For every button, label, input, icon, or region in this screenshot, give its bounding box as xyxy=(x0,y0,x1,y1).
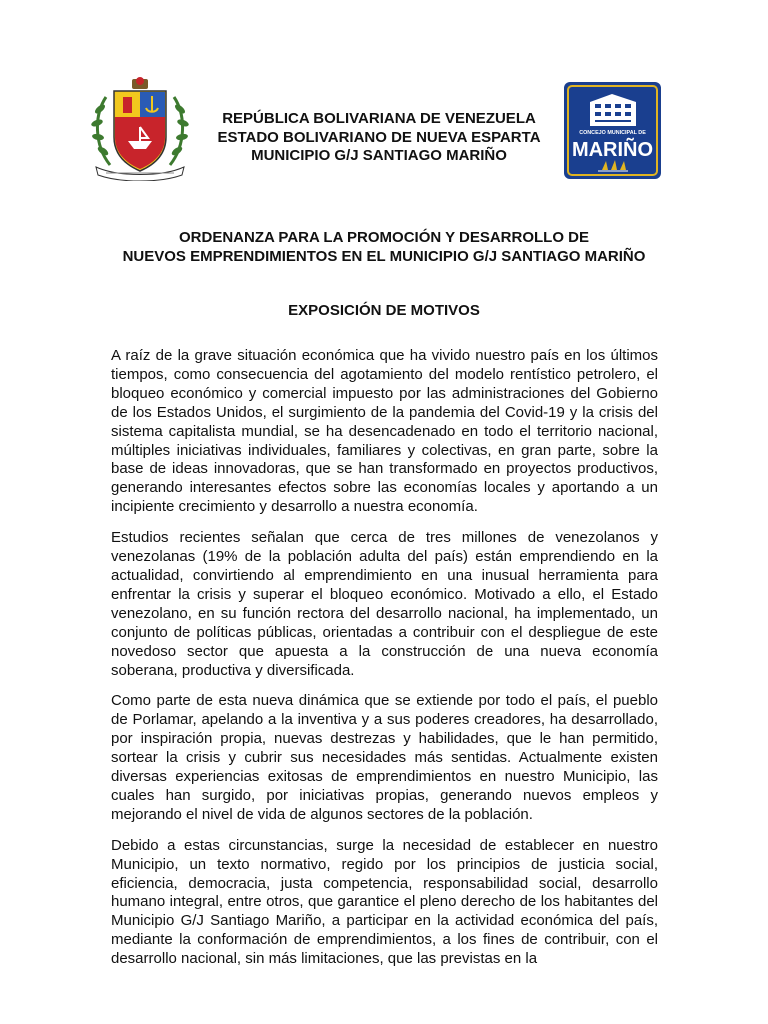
section-heading: EXPOSICIÓN DE MOTIVOS xyxy=(288,302,480,319)
paragraph: Como parte de esta nueva dinámica que se extiende por todo el país, el pueblo de Porlamar, apelando a la inventiva y a sus poderes creadores, ha desarrollado, por inspiración propia, nuevas destrezas y habilidades, que le han permitido, sortear la crisis y cubrir sus necesidades más sentidas. Actualmente existen diversas experiencias exitosas de emprendimientos en nuestro Municipio, las cuales han surgido, por iniciativas propias, generando nuevos empleos y mejorando el nivel de vida de algunos sectores de la población. xyxy=(111,692,658,823)
state-line: ESTADO BOLIVARIANO DE NUEVA ESPARTA xyxy=(217,128,541,146)
concejo-municipal-logo-icon xyxy=(564,82,661,179)
municipal-coat-of-arms-icon xyxy=(88,75,192,181)
title-line-2: NUEVOS EMPRENDIMIENTOS EN EL MUNICIPIO G/J SANTIAGO MARIÑO xyxy=(122,248,646,265)
letterhead xyxy=(0,70,768,185)
paragraph: Debido a estas circunstancias, surge la necesidad de establecer en nuestro Municipio, un texto normativo, regido por los principios de justicia social, eficiencia, democracia, justa competencia, responsabilidad social, desarrollo humano integral, entre otros, que garantice el pleno derecho de los habitantes del Municipio G/J Santiago Mariño, a participar en la actividad económica del país, mediante la conformación de emprendimientos, a los fines de contribuir, con el desarrollo nacional, sin más limitaciones, que las previstas en la xyxy=(111,836,658,968)
paragraph: A raíz de la grave situación económica que ha vivido nuestro país en los últimos tiempos, como consecuencia del agotamiento del modelo rentístico petrolero, el bloqueo económico y comercial impuesto por las administraciones del Gobierno de los Estados Unidos, el surgimiento de la pandemia del Covid-19 y la crisis del sistema capitalista mundial, se ha desencadenado en todo el territorio nacional, múltiples iniciativas individuales, familiares y colectivas, en gran parte, sobre la base de ideas innovadoras, que se han transformado en proyectos productivos, generando interesantes efectos sobre las economías locales y aportando a un incipiente crecimiento y desarrollo a nuestra economía. xyxy=(111,347,658,516)
republic-line: REPÚBLICA BOLIVARIANA DE VENEZUELA xyxy=(222,110,536,127)
ordinance-title xyxy=(40,228,728,266)
municipality-line: MUNICIPIO G/J SANTIAGO MARIÑO xyxy=(251,147,507,164)
body-text xyxy=(111,347,658,981)
letterhead-text xyxy=(195,110,563,166)
title-line-1: ORDENANZA PARA LA PROMOCIÓN Y DESARROLLO DE xyxy=(178,229,590,246)
logo-caption: CONCEJO MUNICIPAL DE xyxy=(579,130,646,136)
paragraph: Estudios recientes señalan que cerca de tres millones de venezolanos y venezolanas (19% de la población adulta del país) están emprendiendo en la actualidad, convirtiendo al emprendimiento en una inusual herramienta para enfrentar la crisis y superar el bloqueo económico. Motivado a ello, el Estado venezolano, en su función rectora del desarrollo nacional, ha implementado, un conjunto de políticas públicas, orientadas a contribuir con el despliegue de este novedoso sector que apuesta a la construcción de una nueva economía soberana, productiva y diversificada. xyxy=(111,529,658,679)
logo-name: MARIÑO xyxy=(571,139,654,161)
